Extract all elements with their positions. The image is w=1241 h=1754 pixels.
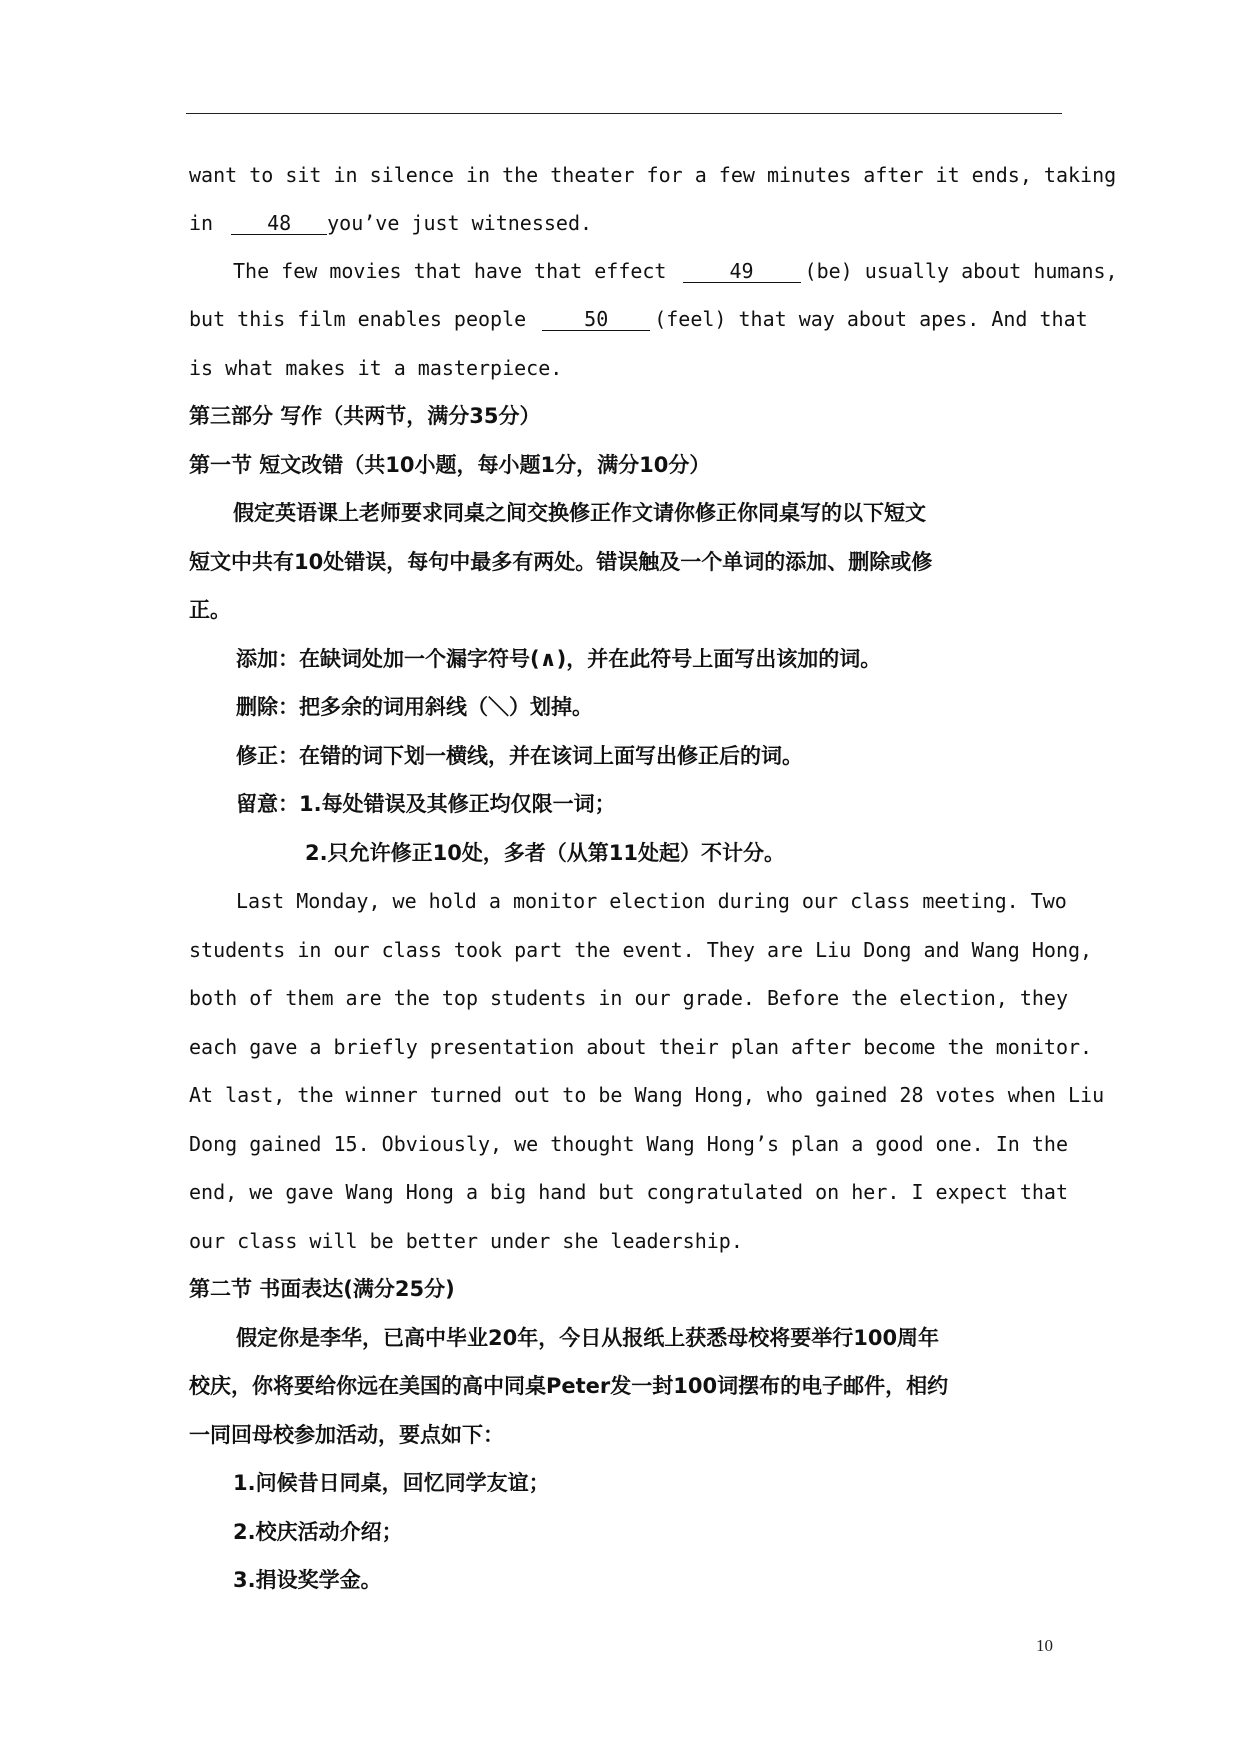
- rule-modify: 修正：在错的词下划一横线，并在该词上面写出修正后的词。: [236, 744, 803, 768]
- passage-text: The few movies that have that effect: [233, 259, 667, 283]
- passage-line-2: [189, 210, 1059, 236]
- passage-line-3: [233, 258, 1118, 284]
- essay-line: Dong gained 15. Obviously, we thought Wang Hong’s plan a good one. In the: [189, 1132, 1068, 1156]
- blank-48[interactable]: 48: [231, 212, 327, 235]
- rule-delete: 删除：把多余的词用斜线（＼）划掉。: [236, 695, 593, 719]
- section1-instruction-1: 假定英语课上老师要求同桌之间交换修正作文请你修正你同桌写的以下短文: [233, 501, 926, 525]
- section1-instruction-3: 正。: [189, 598, 231, 622]
- header-rule: [186, 113, 1062, 114]
- passage-text: in: [189, 211, 214, 235]
- essay-line: each gave a briefly presentation about their plan after become the monitor.: [189, 1035, 1093, 1059]
- passage-text: but this film enables people: [189, 307, 527, 331]
- passage-line-5: is what makes it a masterpiece.: [189, 356, 563, 380]
- essay-line: Last Monday, we hold a monitor election during our class meeting. Two: [236, 889, 1067, 913]
- essay-line: At last, the winner turned out to be Wang Hong, who gained 28 votes when Liu: [189, 1083, 1105, 1107]
- task-line-3: 一同回母校参加活动，要点如下：: [189, 1423, 504, 1447]
- blank-49[interactable]: 49: [683, 260, 801, 283]
- passage-text: (be) usually about humans,: [804, 259, 1118, 283]
- section2-heading: 第二节 书面表达(满分25分): [189, 1277, 455, 1301]
- task-point-3: 3.捐设奖学金。: [233, 1568, 382, 1592]
- task-point-2: 2.校庆活动介绍；: [233, 1520, 403, 1544]
- essay-line: end, we gave Wang Hong a big hand but congratulated on her. I expect that: [189, 1180, 1068, 1204]
- part3-heading: 第三部分 写作（共两节，满分35分）: [189, 404, 541, 428]
- blank-50[interactable]: 50: [542, 308, 650, 331]
- task-point-1: 1.问候昔日同桌，回忆同学友谊；: [233, 1471, 550, 1495]
- task-line-1: 假定你是李华，已高中毕业20年，今日从报纸上获悉母校将要举行100周年: [236, 1326, 940, 1350]
- task-line-2: 校庆，你将要给你远在美国的高中同桌Peter发一封100词摆布的电子邮件，相约: [189, 1374, 949, 1398]
- essay-line: both of them are the top students in our grade. Before the election, they: [189, 986, 1068, 1010]
- page-number: 10: [1036, 1636, 1053, 1655]
- rule-add: 添加：在缺词处加一个漏字符号(∧)，并在此符号上面写出该加的词。: [236, 647, 882, 671]
- section1-heading: 第一节 短文改错（共10小题，每小题1分，满分10分）: [189, 453, 711, 477]
- essay-line: our class will be better under she leadership.: [189, 1229, 743, 1253]
- passage-text: you’ve just witnessed.: [327, 211, 593, 235]
- rule-note-2: 2.只允许修正10处，多者（从第11处起）不计分。: [305, 841, 786, 865]
- passage-text: (feel) that way about apes. And that: [654, 307, 1088, 331]
- passage-line-1: want to sit in silence in the theater for a few minutes after it ends, taking: [189, 163, 1117, 187]
- essay-line: students in our class took part the event. They are Liu Dong and Wang Hong,: [189, 938, 1093, 962]
- section1-instruction-2: 短文中共有10处错误，每句中最多有两处。错误触及一个单词的添加、删除或修: [189, 550, 933, 574]
- rule-note-1: 留意：1.每处错误及其修正均仅限一词；: [236, 792, 616, 816]
- passage-line-4: [189, 306, 1088, 332]
